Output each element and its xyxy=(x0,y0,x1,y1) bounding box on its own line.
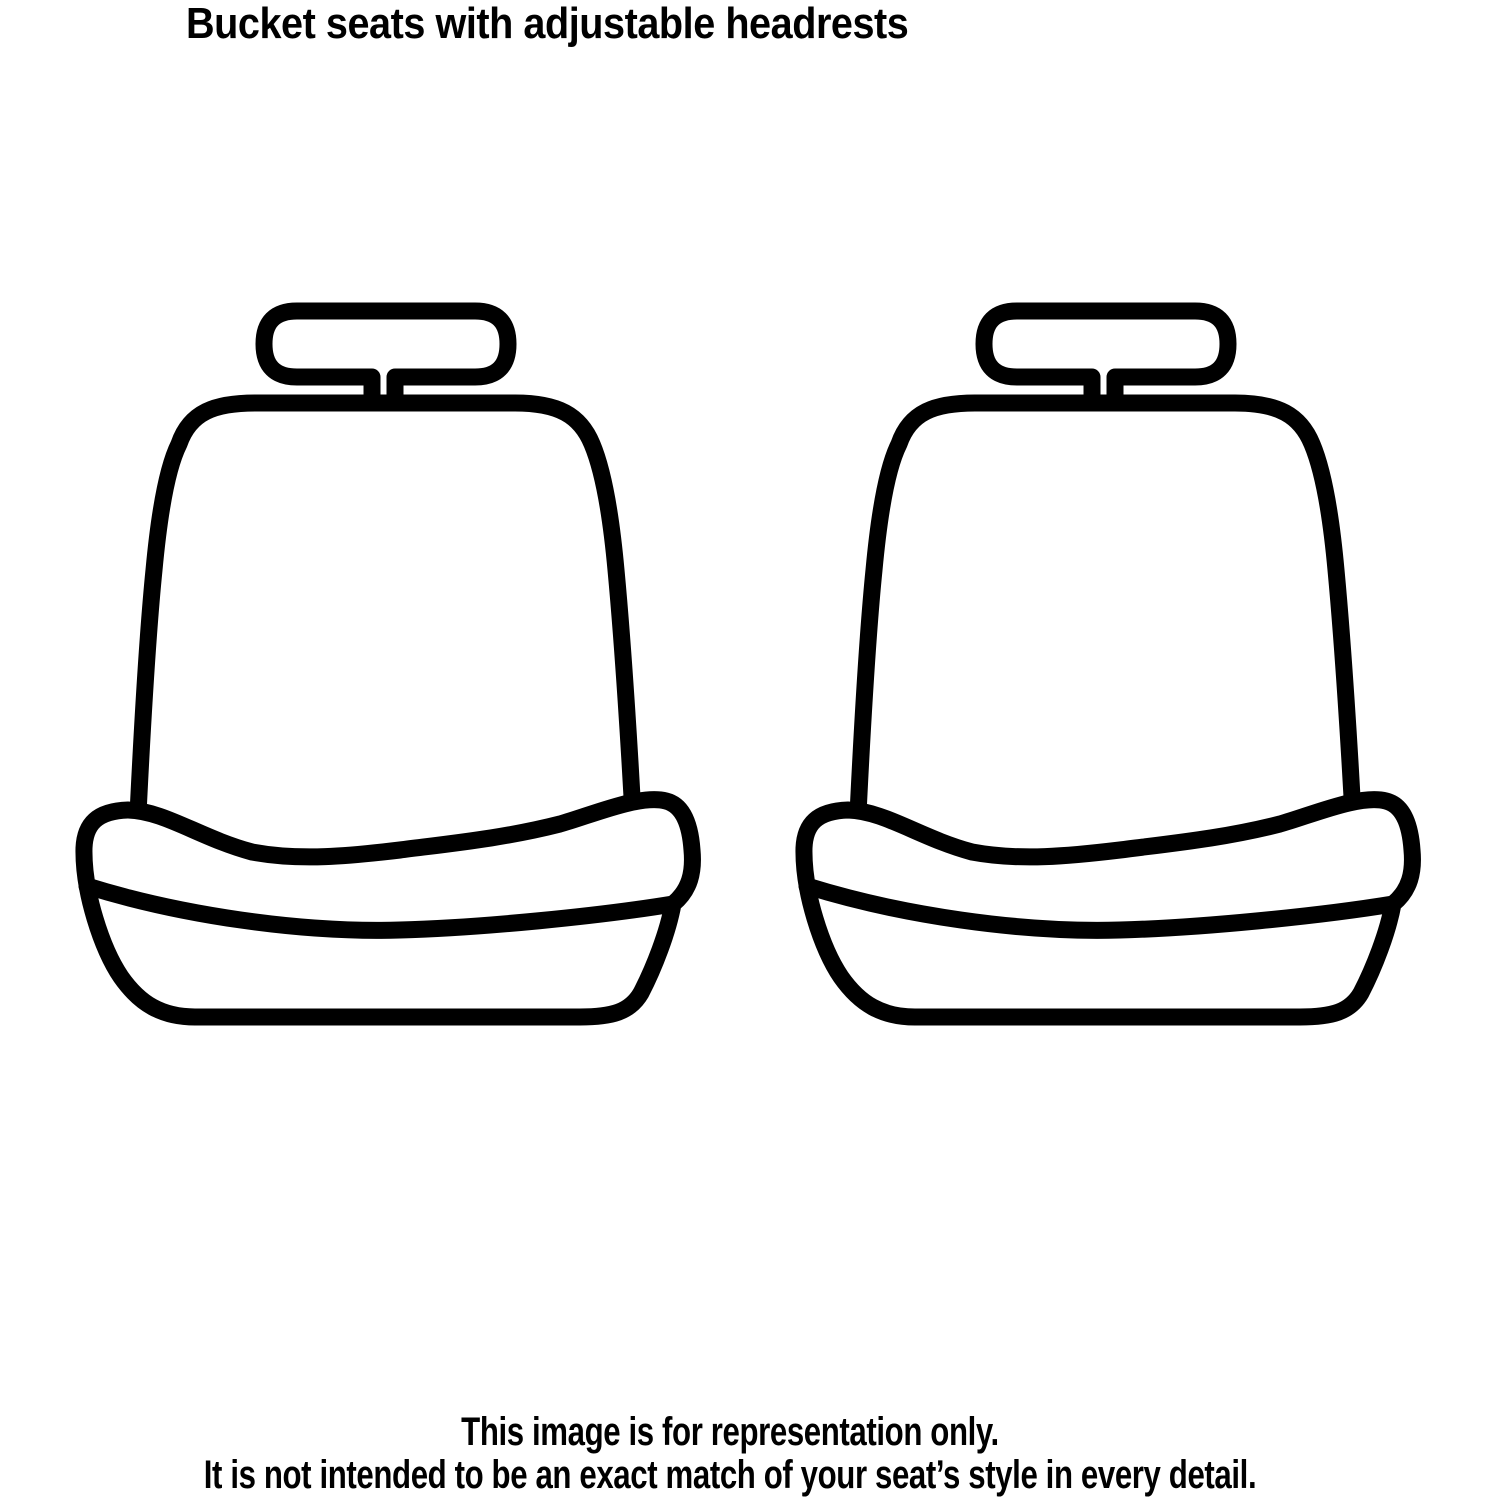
disclaimer-line-2: It is not intended to be an exact match of your seat’s style in every detail. xyxy=(203,1453,1257,1497)
disclaimer-text xyxy=(146,1411,1314,1497)
disclaimer-line-1: This image is for representation only. xyxy=(461,1410,999,1454)
seat-left xyxy=(84,311,693,1017)
page-title: Bucket seats with adjustable headrests xyxy=(186,0,909,48)
seat-right xyxy=(804,311,1413,1017)
